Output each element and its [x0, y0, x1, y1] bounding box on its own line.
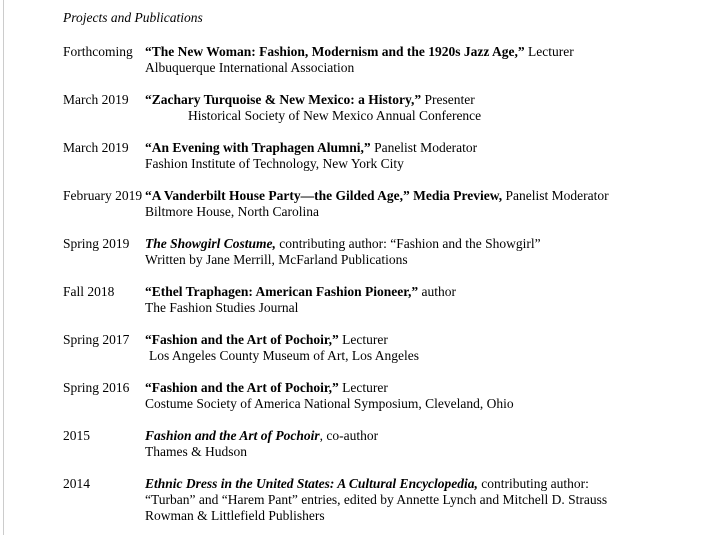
entry-date: March 2019: [63, 92, 129, 107]
content-line: [145, 476, 700, 492]
content-line: [145, 108, 700, 124]
publication-entry: [63, 332, 700, 364]
text-segment: “An Evening with Traphagen Alumni,”: [145, 140, 371, 155]
content-line: [145, 60, 700, 76]
text-segment: Panelist Moderator: [502, 188, 609, 203]
content-line: [145, 428, 700, 444]
text-segment: Panelist Moderator: [370, 140, 478, 155]
content-line: [145, 396, 700, 412]
content-line: [145, 332, 700, 348]
content-line: [145, 156, 700, 172]
text-segment: “A Vanderbilt House Party—the Gilded Age,” Media Preview,: [145, 188, 503, 203]
publication-entry: [63, 476, 700, 524]
text-segment: Fashion and the Art of Pochoir: [145, 428, 320, 443]
text-segment: “Ethel Traphagen: American Fashion Pioneer,”: [145, 284, 419, 299]
entry-date: March 2019: [63, 140, 129, 155]
text-segment: contributing author: “Fashion and the Showgirl”: [275, 236, 541, 251]
content-line: [145, 44, 700, 60]
content-line: [145, 300, 700, 316]
text-segment: Costume Society of America National Symposium, Cleveland, Ohio: [145, 396, 514, 411]
entry-content: [145, 476, 700, 524]
text-segment: “Zachary Turquoise & New Mexico: a History,”: [145, 92, 422, 107]
text-segment: Historical Society of New Mexico Annual Conference: [188, 108, 482, 123]
text-segment: “Fashion and the Art of Pochoir,”: [145, 380, 339, 395]
publication-entry: [63, 380, 700, 412]
content-line: [145, 444, 700, 460]
text-segment: “The New Woman: Fashion, Modernism and the 1920s Jazz Age,”: [145, 44, 525, 59]
text-segment: , co-author: [319, 428, 379, 443]
entry-date: 2015: [63, 428, 90, 443]
text-segment: author: [418, 284, 457, 299]
entry-date: Forthcoming: [63, 44, 133, 59]
text-segment: “Fashion and the Art of Pochoir,”: [145, 332, 339, 347]
text-segment: The Fashion Studies Journal: [145, 300, 299, 315]
publication-entry: [63, 188, 700, 220]
publication-entry: [63, 428, 700, 460]
entry-content: [145, 284, 700, 316]
entry-date: Spring 2016: [63, 380, 130, 395]
text-segment: Ethnic Dress in the United States: A Cultural Encyclopedia,: [145, 476, 478, 491]
content-line: [145, 380, 700, 396]
text-segment: Lecturer: [524, 44, 574, 59]
content-line: [145, 188, 700, 204]
entry-content: [145, 92, 700, 124]
content-line: [145, 508, 700, 524]
entry-content: [145, 332, 700, 364]
entry-date: Spring 2019: [63, 236, 130, 251]
publication-entry: [63, 284, 700, 316]
publication-entry: [63, 44, 700, 76]
content-line: [145, 92, 700, 108]
text-segment: Presenter: [421, 92, 475, 107]
text-segment: contributing author:: [477, 476, 589, 491]
text-segment: Albuquerque International Association: [145, 60, 355, 75]
text-segment: Written by Jane Merrill, McFarland Publications: [145, 252, 408, 267]
section-title: Projects and Publications: [63, 10, 203, 25]
publication-entry: [63, 236, 700, 268]
content-line: [145, 284, 700, 300]
text-segment: Biltmore House, North Carolina: [145, 204, 319, 219]
publications-list: [63, 44, 700, 524]
text-segment: “Turban” and “Harem Pant” entries, edited by Annette Lynch and Mitchell D. Strauss: [145, 492, 608, 507]
text-segment: Lecturer: [338, 380, 388, 395]
entry-date: 2014: [63, 476, 90, 491]
entry-date: Fall 2018: [63, 284, 115, 299]
content-line: [145, 140, 700, 156]
content-line: [145, 236, 700, 252]
content-line: [145, 204, 700, 220]
text-segment: Rowman & Littlefield Publishers: [145, 508, 325, 523]
entry-content: [145, 236, 700, 268]
publication-entry: [63, 140, 700, 172]
publication-entry: [63, 92, 700, 124]
text-segment: Los Angeles County Museum of Art, Los Angeles: [149, 348, 419, 363]
text-segment: Lecturer: [338, 332, 388, 347]
entry-content: [145, 44, 700, 76]
entry-date: Spring 2017: [63, 332, 130, 347]
entry-date: February 2019: [63, 188, 143, 203]
entry-content: [145, 428, 700, 460]
entry-content: [145, 188, 700, 220]
content-line: [145, 252, 700, 268]
entry-content: [145, 380, 700, 412]
text-segment: Fashion Institute of Technology, New York City: [145, 156, 404, 171]
content-line: [145, 348, 700, 364]
entry-content: [145, 140, 700, 172]
content-line: [145, 492, 700, 508]
text-segment: Thames & Hudson: [145, 444, 247, 459]
text-segment: The Showgirl Costume,: [145, 236, 276, 251]
